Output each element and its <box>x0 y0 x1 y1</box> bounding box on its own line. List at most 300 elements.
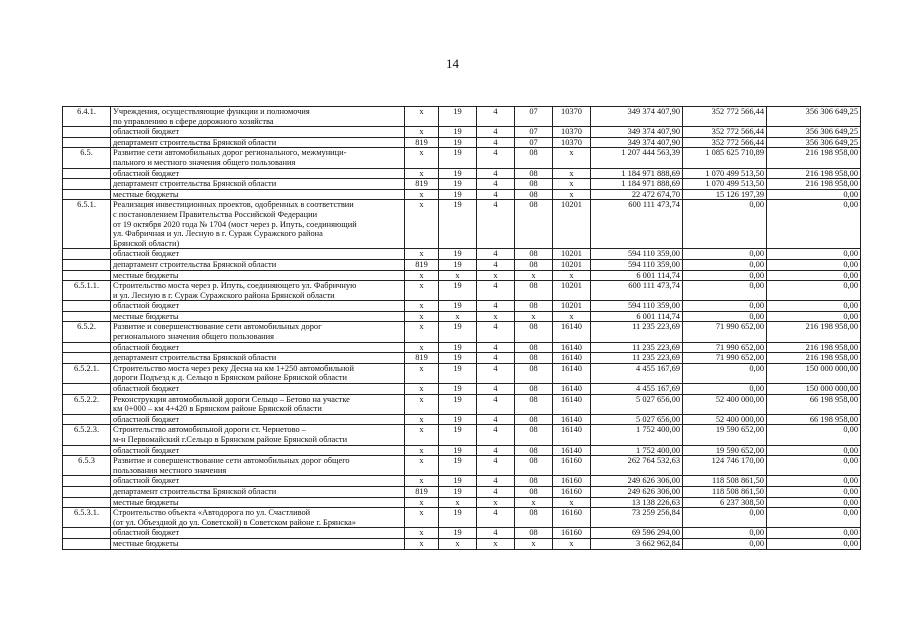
table-row <box>63 249 861 260</box>
row-code: 6.5.2.3. <box>63 425 111 445</box>
cell-grbs: x <box>405 249 439 260</box>
cell-grbs: x <box>405 270 439 281</box>
cell-csr-part1: x <box>515 311 553 322</box>
cell-amount-year1: 11 235 223,69 <box>591 342 683 353</box>
cell-rz: x <box>439 497 477 508</box>
cell-pr: 4 <box>477 137 515 148</box>
table-row <box>63 168 861 179</box>
table-row <box>63 497 861 508</box>
row-name: Реконструкция автомобильной дороги Сельцо – Бетово на участке км 0+000 – км 4+420 в Брянском районе Брянской области <box>111 394 405 414</box>
cell-amount-year1: 594 110 359,00 <box>591 259 683 270</box>
table-row <box>63 384 861 395</box>
cell-pr: 4 <box>477 322 515 342</box>
cell-amount-year2: 118 508 861,50 <box>683 486 767 497</box>
cell-amount-year3: 0,00 <box>767 497 861 508</box>
cell-rz: 19 <box>439 486 477 497</box>
cell-csr-part2: 16140 <box>553 425 591 445</box>
cell-amount-year2: 71 990 652,00 <box>683 342 767 353</box>
cell-grbs: x <box>405 538 439 549</box>
row-code: 6.5.2.2. <box>63 394 111 414</box>
row-name: областной бюджет <box>111 445 405 456</box>
cell-rz: 19 <box>439 342 477 353</box>
cell-amount-year2: 0,00 <box>683 528 767 539</box>
cell-amount-year3: 0,00 <box>767 270 861 281</box>
cell-rz: 19 <box>439 200 477 249</box>
row-code: 6.5.1. <box>63 200 111 249</box>
row-name: Строительство объекта «Автодорога по ул. Счастливой (от ул. Объездной до ул. Советской) в Советском районе г. Брянска» <box>111 508 405 528</box>
cell-amount-year2: 0,00 <box>683 249 767 260</box>
cell-csr-part1: 08 <box>515 353 553 364</box>
cell-csr-part1: 08 <box>515 168 553 179</box>
row-name: Учреждения, осуществляющие функции и полномочия по управлению в сфере дорожного хозяйства <box>111 107 405 127</box>
table-row <box>63 107 861 127</box>
cell-csr-part2: 10201 <box>553 249 591 260</box>
cell-pr: 4 <box>477 189 515 200</box>
table-row <box>63 270 861 281</box>
cell-rz: 19 <box>439 394 477 414</box>
cell-pr: 4 <box>477 363 515 383</box>
cell-amount-year1: 349 374 407,90 <box>591 107 683 127</box>
cell-amount-year1: 249 626 306,00 <box>591 486 683 497</box>
cell-amount-year3: 0,00 <box>767 189 861 200</box>
cell-rz: 19 <box>439 249 477 260</box>
table-row <box>63 445 861 456</box>
row-code <box>63 486 111 497</box>
cell-amount-year2: 0,00 <box>683 508 767 528</box>
cell-rz: 19 <box>439 425 477 445</box>
cell-amount-year3: 356 306 649,25 <box>767 137 861 148</box>
cell-csr-part1: 08 <box>515 384 553 395</box>
cell-grbs: x <box>405 127 439 138</box>
row-code <box>63 476 111 487</box>
cell-rz: 19 <box>439 179 477 190</box>
cell-amount-year3: 216 198 958,00 <box>767 342 861 353</box>
table-row <box>63 456 861 476</box>
cell-amount-year3: 0,00 <box>767 476 861 487</box>
row-code <box>63 528 111 539</box>
cell-grbs: x <box>405 414 439 425</box>
cell-amount-year3: 0,00 <box>767 508 861 528</box>
cell-csr-part2: x <box>553 148 591 168</box>
cell-csr-part1: 07 <box>515 107 553 127</box>
table-row <box>63 394 861 414</box>
cell-grbs: x <box>405 425 439 445</box>
row-code: 6.5. <box>63 148 111 168</box>
cell-amount-year1: 73 259 256,84 <box>591 508 683 528</box>
cell-rz: 19 <box>439 476 477 487</box>
table-row <box>63 322 861 342</box>
cell-amount-year3: 356 306 649,25 <box>767 127 861 138</box>
row-name: областной бюджет <box>111 168 405 179</box>
cell-amount-year3: 0,00 <box>767 486 861 497</box>
cell-csr-part1: 08 <box>515 425 553 445</box>
cell-amount-year3: 150 000 000,00 <box>767 384 861 395</box>
table-row <box>63 137 861 148</box>
cell-pr: 4 <box>477 168 515 179</box>
cell-pr: 4 <box>477 456 515 476</box>
cell-amount-year3: 216 198 958,00 <box>767 179 861 190</box>
row-code <box>63 342 111 353</box>
cell-amount-year2: 52 400 000,00 <box>683 414 767 425</box>
cell-pr: 4 <box>477 414 515 425</box>
cell-csr-part2: 16140 <box>553 394 591 414</box>
row-code <box>63 384 111 395</box>
cell-amount-year3: 216 198 958,00 <box>767 148 861 168</box>
cell-amount-year3: 356 306 649,25 <box>767 107 861 127</box>
cell-rz: 19 <box>439 414 477 425</box>
cell-pr: 4 <box>477 179 515 190</box>
row-name: департамент строительства Брянской области <box>111 353 405 364</box>
cell-pr: x <box>477 497 515 508</box>
page-number: 14 <box>446 56 459 71</box>
table-row <box>63 363 861 383</box>
cell-amount-year2: 19 590 652,00 <box>683 445 767 456</box>
table-row <box>63 281 861 301</box>
cell-amount-year2: 15 126 197,39 <box>683 189 767 200</box>
cell-pr: 4 <box>477 200 515 249</box>
cell-amount-year2: 0,00 <box>683 301 767 312</box>
cell-rz: 19 <box>439 168 477 179</box>
cell-grbs: x <box>405 342 439 353</box>
row-code: 6.5.3.1. <box>63 508 111 528</box>
cell-amount-year3: 0,00 <box>767 301 861 312</box>
row-code <box>63 179 111 190</box>
table-row <box>63 538 861 549</box>
row-name: областной бюджет <box>111 301 405 312</box>
row-name: Строительство моста через р. Ипуть, соединяющего ул. Фабричную и ул. Лесную в г. Сураж Суражского района Брянской области <box>111 281 405 301</box>
cell-csr-part2: 16140 <box>553 353 591 364</box>
row-name: областной бюджет <box>111 476 405 487</box>
cell-amount-year1: 349 374 407,90 <box>591 137 683 148</box>
cell-csr-part1: 08 <box>515 189 553 200</box>
table-row <box>63 414 861 425</box>
row-code: 6.5.2.1. <box>63 363 111 383</box>
budget-table-body <box>63 107 861 550</box>
cell-grbs: 819 <box>405 486 439 497</box>
cell-csr-part1: x <box>515 538 553 549</box>
row-name: местные бюджеты <box>111 189 405 200</box>
cell-amount-year3: 66 198 958,00 <box>767 414 861 425</box>
cell-pr: 4 <box>477 107 515 127</box>
row-code <box>63 497 111 508</box>
row-name: Строительство автомобильной дороги ст. Чернетово – м-н Первомайский г.Сельцо в Брянском районе Брянской области <box>111 425 405 445</box>
cell-grbs: x <box>405 394 439 414</box>
row-name: местные бюджеты <box>111 538 405 549</box>
cell-amount-year3: 0,00 <box>767 249 861 260</box>
cell-rz: 19 <box>439 322 477 342</box>
cell-amount-year2: 352 772 566,44 <box>683 107 767 127</box>
cell-csr-part2: x <box>553 311 591 322</box>
cell-amount-year1: 1 184 971 888,69 <box>591 179 683 190</box>
cell-csr-part2: 16160 <box>553 476 591 487</box>
cell-amount-year3: 0,00 <box>767 281 861 301</box>
cell-amount-year1: 5 027 656,00 <box>591 414 683 425</box>
cell-grbs: x <box>405 528 439 539</box>
cell-amount-year2: 6 237 308,50 <box>683 497 767 508</box>
cell-csr-part2: x <box>553 497 591 508</box>
cell-grbs: x <box>405 456 439 476</box>
table-row <box>63 179 861 190</box>
row-code: 6.5.1.1. <box>63 281 111 301</box>
cell-rz: 19 <box>439 189 477 200</box>
row-name: областной бюджет <box>111 414 405 425</box>
table-row <box>63 311 861 322</box>
cell-pr: 4 <box>477 394 515 414</box>
cell-pr: 4 <box>477 249 515 260</box>
cell-rz: 19 <box>439 456 477 476</box>
cell-csr-part1: 08 <box>515 486 553 497</box>
cell-csr-part2: 16140 <box>553 322 591 342</box>
cell-csr-part1: 08 <box>515 456 553 476</box>
cell-rz: 19 <box>439 137 477 148</box>
cell-rz: 19 <box>439 127 477 138</box>
cell-pr: x <box>477 538 515 549</box>
table-row <box>63 508 861 528</box>
row-code: 6.4.1. <box>63 107 111 127</box>
row-name: Развитие сети автомобильных дорог регионального, межмуници- пального и местного значения общего пользования <box>111 148 405 168</box>
cell-rz: 19 <box>439 259 477 270</box>
cell-amount-year1: 6 001 114,74 <box>591 311 683 322</box>
cell-rz: 19 <box>439 148 477 168</box>
cell-amount-year1: 6 001 114,74 <box>591 270 683 281</box>
cell-amount-year1: 11 235 223,69 <box>591 353 683 364</box>
cell-csr-part1: 08 <box>515 414 553 425</box>
cell-pr: 4 <box>477 127 515 138</box>
cell-csr-part2: 16140 <box>553 414 591 425</box>
cell-csr-part2: 16140 <box>553 363 591 383</box>
cell-amount-year2: 352 772 566,44 <box>683 137 767 148</box>
cell-grbs: 819 <box>405 137 439 148</box>
cell-amount-year3: 216 198 958,00 <box>767 168 861 179</box>
cell-csr-part1: 08 <box>515 200 553 249</box>
cell-grbs: x <box>405 311 439 322</box>
cell-pr: 4 <box>477 486 515 497</box>
cell-pr: x <box>477 311 515 322</box>
cell-amount-year2: 0,00 <box>683 200 767 249</box>
cell-rz: 19 <box>439 353 477 364</box>
cell-amount-year1: 594 110 359,00 <box>591 249 683 260</box>
cell-grbs: x <box>405 301 439 312</box>
row-code <box>63 301 111 312</box>
cell-csr-part1: 08 <box>515 259 553 270</box>
cell-pr: 4 <box>477 528 515 539</box>
cell-grbs: x <box>405 384 439 395</box>
cell-grbs: x <box>405 445 439 456</box>
cell-amount-year1: 1 207 444 563,39 <box>591 148 683 168</box>
row-name: департамент строительства Брянской области <box>111 259 405 270</box>
row-code <box>63 168 111 179</box>
cell-amount-year1: 69 596 294,00 <box>591 528 683 539</box>
cell-csr-part1: 07 <box>515 137 553 148</box>
cell-csr-part1: 08 <box>515 179 553 190</box>
cell-amount-year3: 66 198 958,00 <box>767 394 861 414</box>
cell-csr-part2: 16140 <box>553 384 591 395</box>
cell-csr-part2: 10201 <box>553 200 591 249</box>
row-name: местные бюджеты <box>111 497 405 508</box>
row-name: департамент строительства Брянской области <box>111 486 405 497</box>
cell-csr-part1: 08 <box>515 301 553 312</box>
cell-pr: 4 <box>477 384 515 395</box>
cell-amount-year2: 0,00 <box>683 270 767 281</box>
cell-rz: 19 <box>439 445 477 456</box>
cell-rz: 19 <box>439 363 477 383</box>
cell-csr-part2: 10201 <box>553 301 591 312</box>
cell-pr: 4 <box>477 342 515 353</box>
cell-pr: 4 <box>477 445 515 456</box>
cell-amount-year1: 1 184 971 888,69 <box>591 168 683 179</box>
cell-grbs: x <box>405 476 439 487</box>
table-row <box>63 528 861 539</box>
row-code <box>63 270 111 281</box>
cell-amount-year1: 594 110 359,00 <box>591 301 683 312</box>
cell-pr: 4 <box>477 301 515 312</box>
cell-grbs: x <box>405 200 439 249</box>
cell-amount-year1: 22 472 674,70 <box>591 189 683 200</box>
row-name: Развитие и совершенствование сети автомобильных дорог регионального значения общего пользования <box>111 322 405 342</box>
cell-grbs: x <box>405 322 439 342</box>
row-code <box>63 353 111 364</box>
cell-amount-year3: 0,00 <box>767 311 861 322</box>
cell-amount-year1: 4 455 167,69 <box>591 384 683 395</box>
cell-amount-year2: 52 400 000,00 <box>683 394 767 414</box>
cell-csr-part2: 16160 <box>553 528 591 539</box>
cell-csr-part2: x <box>553 179 591 190</box>
cell-rz: x <box>439 270 477 281</box>
cell-amount-year1: 600 111 473,74 <box>591 200 683 249</box>
cell-csr-part2: x <box>553 168 591 179</box>
cell-amount-year2: 19 590 652,00 <box>683 425 767 445</box>
cell-csr-part1: 08 <box>515 445 553 456</box>
cell-csr-part1: 08 <box>515 508 553 528</box>
cell-amount-year2: 118 508 861,50 <box>683 476 767 487</box>
row-code: 6.5.2. <box>63 322 111 342</box>
cell-rz: 19 <box>439 301 477 312</box>
row-name: местные бюджеты <box>111 270 405 281</box>
row-code <box>63 445 111 456</box>
cell-amount-year2: 1 070 499 513,50 <box>683 168 767 179</box>
row-name: департамент строительства Брянской области <box>111 137 405 148</box>
cell-amount-year3: 216 198 958,00 <box>767 322 861 342</box>
cell-pr: 4 <box>477 148 515 168</box>
cell-amount-year3: 0,00 <box>767 425 861 445</box>
cell-amount-year2: 352 772 566,44 <box>683 127 767 138</box>
cell-amount-year2: 0,00 <box>683 259 767 270</box>
budget-table <box>62 106 861 550</box>
cell-amount-year1: 4 455 167,69 <box>591 363 683 383</box>
cell-csr-part1: 08 <box>515 249 553 260</box>
cell-amount-year1: 262 764 532,63 <box>591 456 683 476</box>
cell-csr-part1: 08 <box>515 363 553 383</box>
cell-amount-year3: 0,00 <box>767 538 861 549</box>
cell-csr-part2: 16160 <box>553 456 591 476</box>
cell-csr-part1: 07 <box>515 127 553 138</box>
cell-grbs: x <box>405 168 439 179</box>
cell-rz: 19 <box>439 528 477 539</box>
cell-csr-part2: 10370 <box>553 127 591 138</box>
cell-rz: 19 <box>439 281 477 301</box>
row-code <box>63 538 111 549</box>
cell-csr-part2: x <box>553 270 591 281</box>
cell-rz: 19 <box>439 107 477 127</box>
cell-csr-part1: 08 <box>515 281 553 301</box>
cell-grbs: x <box>405 107 439 127</box>
row-code <box>63 127 111 138</box>
row-name: Развитие и совершенствование сети автомобильных дорог общего пользования местного значения <box>111 456 405 476</box>
cell-csr-part1: 08 <box>515 342 553 353</box>
row-code: 6.5.3 <box>63 456 111 476</box>
cell-amount-year3: 0,00 <box>767 445 861 456</box>
cell-amount-year2: 124 746 170,00 <box>683 456 767 476</box>
cell-csr-part2: x <box>553 189 591 200</box>
cell-pr: x <box>477 270 515 281</box>
row-name: областной бюджет <box>111 384 405 395</box>
table-row <box>63 301 861 312</box>
cell-pr: 4 <box>477 476 515 487</box>
cell-csr-part2: 16160 <box>553 508 591 528</box>
row-code <box>63 249 111 260</box>
cell-grbs: 819 <box>405 353 439 364</box>
cell-grbs: x <box>405 189 439 200</box>
row-code <box>63 311 111 322</box>
cell-csr-part2: 16160 <box>553 486 591 497</box>
row-name: областной бюджет <box>111 127 405 138</box>
cell-csr-part1: 08 <box>515 476 553 487</box>
cell-csr-part2: 10201 <box>553 281 591 301</box>
table-row <box>63 353 861 364</box>
cell-amount-year1: 3 662 962,84 <box>591 538 683 549</box>
row-code <box>63 189 111 200</box>
cell-pr: 4 <box>477 508 515 528</box>
cell-amount-year3: 0,00 <box>767 528 861 539</box>
cell-csr-part2: 16140 <box>553 445 591 456</box>
cell-csr-part2: 10201 <box>553 259 591 270</box>
cell-grbs: x <box>405 363 439 383</box>
cell-grbs: 819 <box>405 179 439 190</box>
row-code <box>63 259 111 270</box>
cell-csr-part1: 08 <box>515 322 553 342</box>
cell-grbs: x <box>405 281 439 301</box>
cell-grbs: x <box>405 508 439 528</box>
cell-amount-year3: 216 198 958,00 <box>767 353 861 364</box>
cell-amount-year2: 1 085 625 710,89 <box>683 148 767 168</box>
cell-grbs: x <box>405 497 439 508</box>
row-name: Строительство моста через реку Десна на км 1+250 автомобильной дороги Подъезд к д. Сельцо в Брянском районе Брянской области <box>111 363 405 383</box>
cell-amount-year2: 0,00 <box>683 281 767 301</box>
table-row <box>63 342 861 353</box>
cell-csr-part2: x <box>553 538 591 549</box>
row-name: местные бюджеты <box>111 311 405 322</box>
cell-amount-year2: 71 990 652,00 <box>683 322 767 342</box>
cell-csr-part2: 10370 <box>553 137 591 148</box>
cell-csr-part2: 16140 <box>553 342 591 353</box>
cell-amount-year2: 71 990 652,00 <box>683 353 767 364</box>
row-name: Реализация инвестиционных проектов, одобренных в соответствии с постановлением Правительства Российской Федерации от 19 октября 2020 года № 1704 (мост через р. Ипуть, соединяющий ул. Фабричная и ул. Лесную в г. Сураж Суражского района Брянской области) <box>111 200 405 249</box>
row-name: областной бюджет <box>111 528 405 539</box>
cell-amount-year1: 1 752 400,00 <box>591 445 683 456</box>
table-row <box>63 259 861 270</box>
table-row <box>63 127 861 138</box>
cell-csr-part1: x <box>515 497 553 508</box>
row-code <box>63 414 111 425</box>
cell-amount-year3: 0,00 <box>767 456 861 476</box>
cell-amount-year1: 600 111 473,74 <box>591 281 683 301</box>
cell-rz: 19 <box>439 508 477 528</box>
cell-csr-part1: 08 <box>515 528 553 539</box>
cell-grbs: x <box>405 148 439 168</box>
cell-csr-part1: x <box>515 270 553 281</box>
cell-amount-year1: 5 027 656,00 <box>591 394 683 414</box>
cell-pr: 4 <box>477 425 515 445</box>
